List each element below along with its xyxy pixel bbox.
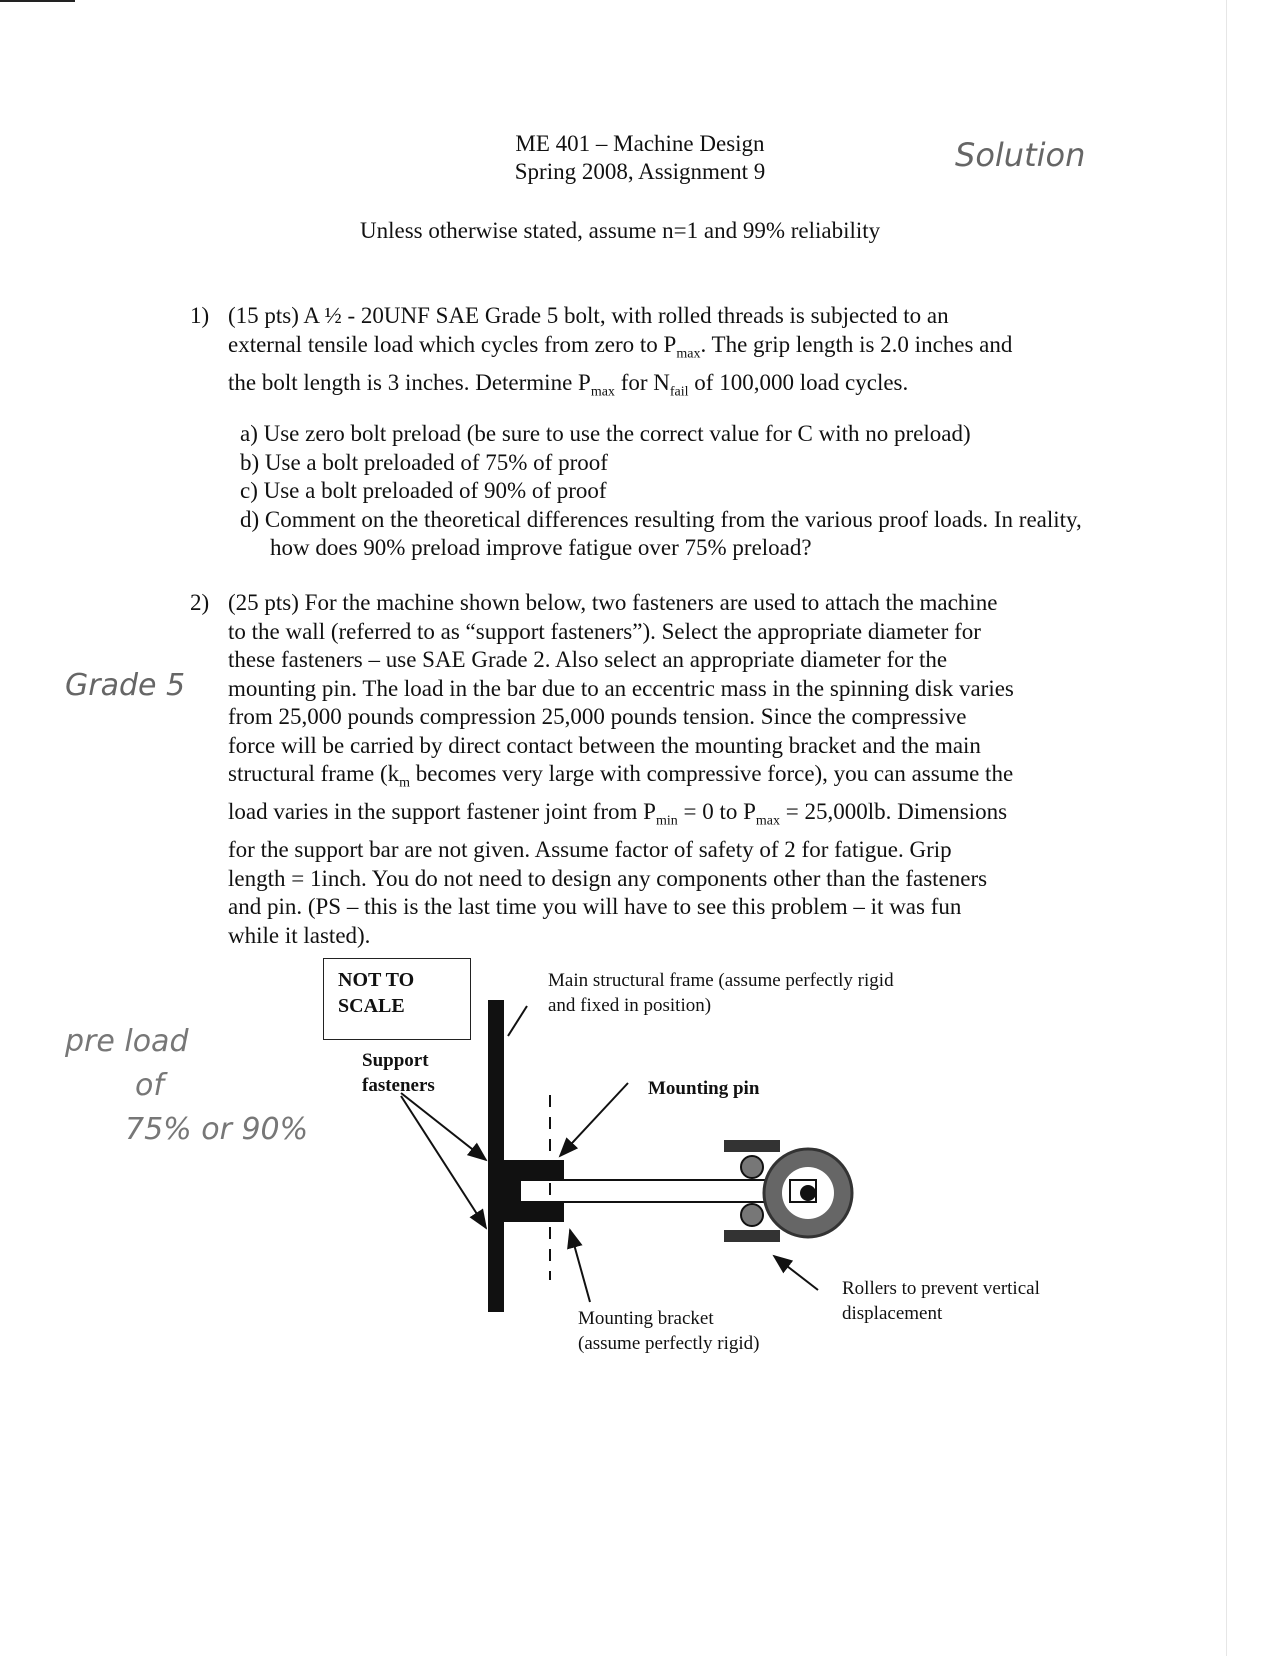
problem-1-line: the bolt length is 3 inches. Determine $P_{max}$ for $N_{fail}$ of 100,000 load cycles. <box>228 369 909 400</box>
problem-2-line: from 25,000 pounds compression 25,000 pounds tension. Since the compressive <box>228 704 967 729</box>
support-leader-2 <box>401 1096 486 1228</box>
support-fasteners-label <box>362 1048 435 1098</box>
upper-roller-plate <box>724 1140 780 1152</box>
structural-frame <box>488 1000 504 1312</box>
part-d: d) Comment on the theoretical differences resulting from the various proof loads. In reality, how does 90% preload improve fatigue over 75% preload? <box>240 506 1082 560</box>
problem-2-line: these fasteners – use SAE Grade 2. Also select an appropriate diameter for the <box>228 647 948 672</box>
problem-2-line: structural frame ($k_m$ becomes very large with compressive force), you can assume the <box>228 761 1014 791</box>
support-label-line: fasteners <box>362 1075 435 1096</box>
problem-2-line: length = 1inch. You do not need to design any components other than the fasteners <box>228 865 988 891</box>
bracket-label-line: (assume perfectly rigid) <box>578 1333 760 1354</box>
not-to-scale-text: SCALE <box>338 995 405 1017</box>
part-a: a) Use zero bolt preload (be sure to use the correct value for C with no preload) <box>240 421 971 446</box>
upper-roller <box>741 1156 763 1178</box>
handwritten-grade5: Grade 5 <box>65 668 186 703</box>
bracket-leader <box>570 1230 590 1302</box>
problem-2-line: to the wall (referred to as “support fasteners”). Select the appropriate diameter for <box>228 618 981 644</box>
part-b: b) Use a bolt preloaded of 75% of proof <box>240 449 608 475</box>
problem-2-line: (25 pts) For the machine shown below, two fasteners are used to attach the machine <box>228 590 998 615</box>
rollers-label-line: Rollers to prevent vertical <box>842 1278 1040 1299</box>
mounting-bracket-label <box>578 1306 759 1356</box>
frame-leader <box>508 1006 527 1036</box>
problem-2-line: while it lasted). <box>228 922 371 948</box>
bracket-label-line: Mounting bracket <box>578 1308 714 1329</box>
rollers-label-line: displacement <box>842 1303 943 1324</box>
support-leader-1 <box>401 1093 486 1160</box>
rollers-leader <box>774 1256 818 1290</box>
problem-2-line: and pin. (PS – this is the last time you will have to see this problem – it was fun <box>228 894 962 920</box>
problem-2-line: for the support bar are not given. Assume factor of safety of 2 for fatigue. Grip <box>228 837 952 863</box>
mounting-pin-label: Mounting pin <box>648 1078 760 1099</box>
frame-label-line: Main structural frame (assume perfectly rigid <box>548 970 894 991</box>
assumption-note: Unless otherwise stated, assume n=1 and 99% reliability <box>360 218 881 243</box>
pin-leader <box>560 1083 628 1156</box>
part-c: c) Use a bolt preloaded of 90% of proof <box>240 478 607 503</box>
problem-1-number: 1) <box>190 303 210 328</box>
assignment-term: Spring 2008, Assignment 9 <box>514 159 766 184</box>
problem-1-line: external tensile load which cycles from zero to $P_{max}$. The grip length is 2.0 inches and <box>228 331 1013 362</box>
lower-roller-plate <box>724 1230 780 1242</box>
lower-roller <box>741 1204 763 1226</box>
problem-1-line: (15 pts) A ½ - 20UNF SAE Grade 5 bolt, with rolled threads is subjected to an <box>228 303 949 328</box>
frame-label <box>548 968 894 1018</box>
course-title: ME 401 – Machine Design <box>515 131 765 156</box>
preload-line: pre load <box>65 1024 189 1059</box>
problem-2-number: 2) <box>190 590 210 615</box>
problem-2-line: load varies in the support fastener joint from $P_{min} = 0$ to $P_{max} = 25,000lb$. Dimensions <box>228 799 1008 829</box>
disk-pin <box>800 1185 816 1201</box>
preload-line: 75% or 90% <box>125 1112 309 1147</box>
not-to-scale-text: NOT TO <box>338 969 415 991</box>
preload-line: of <box>135 1068 164 1103</box>
handwritten-solution: Solution <box>955 136 1086 174</box>
problem-2-line: mounting pin. The load in the bar due to an eccentric mass in the spinning disk varies <box>228 675 1014 701</box>
not-to-scale-box <box>323 958 471 1040</box>
rollers-label <box>842 1276 1040 1326</box>
frame-label-line: and fixed in position) <box>548 995 712 1016</box>
problem-2-line: force will be carried by direct contact between the mounting bracket and the main <box>228 732 981 758</box>
support-label-line: Support <box>362 1050 429 1071</box>
